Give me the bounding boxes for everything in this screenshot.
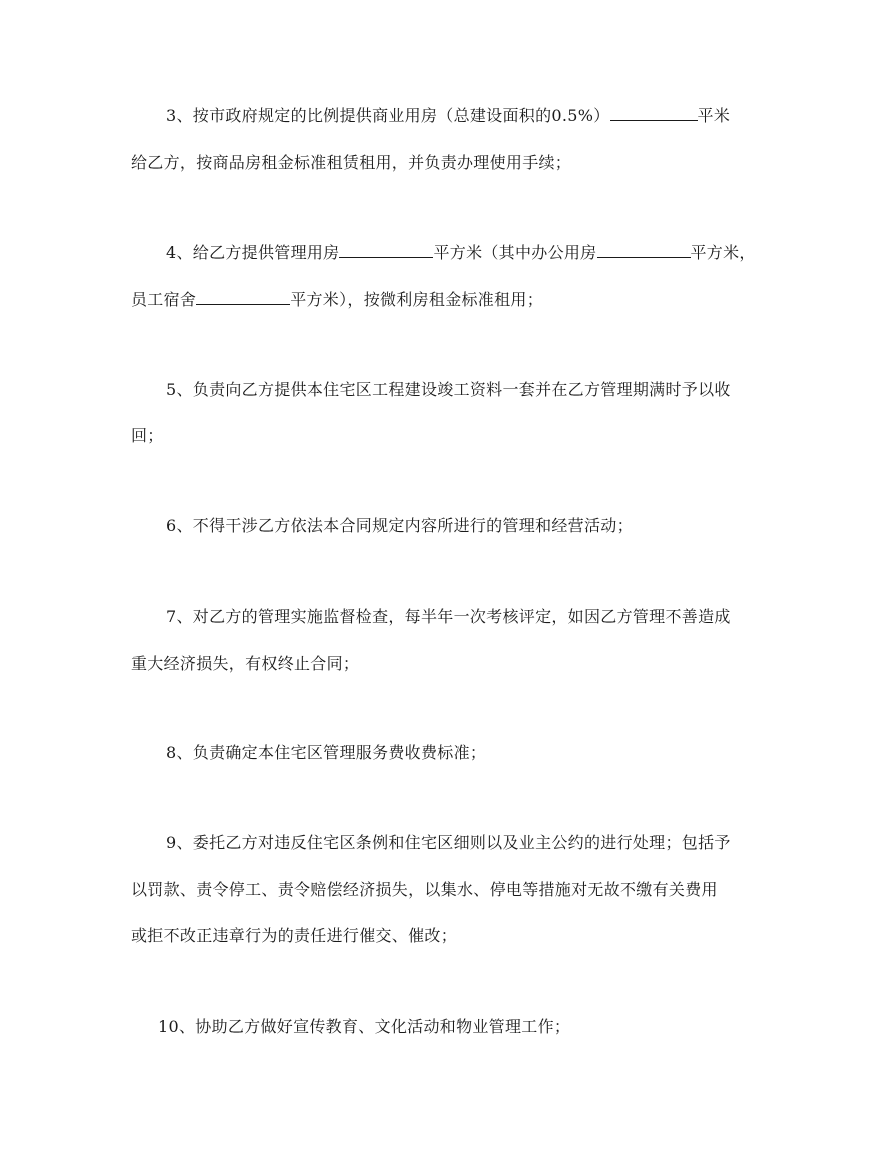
blank-line [610,106,698,121]
clause-6-text: 不得干涉乙方依法本合同规定内容所进行的管理和经营活动； [192,516,633,535]
clause-10-line-1 [158,1017,570,1037]
clause-4-text-line2-start: 员工宿舍 [131,290,197,309]
clause-4-line-1 [166,243,756,263]
clause-5-number: 5、 [166,380,193,399]
clause-3-line-2 [131,153,571,173]
clause-10-text: 协助乙方做好宣传教育、文化活动和物业管理工作； [195,1017,571,1036]
clause-4-text: 给乙方提供管理用房 [192,243,340,262]
clause-3-unit: 平米 [697,106,731,125]
clause-7-number: 7、 [166,607,193,626]
clause-7-line-2 [131,654,359,674]
clause-7-line-1 [166,607,731,627]
clause-4-line-2 [131,290,543,310]
clause-4-number: 4、 [166,243,193,262]
clause-3-number: 3、 [166,106,193,125]
blank-line [196,290,290,305]
clause-4-text-line2-end: 平方米），按微利房租金标准租用； [290,290,544,309]
clause-8-number: 8、 [166,743,193,762]
clause-5-text-continued: 回； [131,426,164,445]
clause-9-line-2 [131,880,718,900]
clause-3-text-continued: 给乙方，按商品房租金标准租赁租用，并负责办理使用手续； [131,153,572,172]
clause-4-text-mid: 平方米（其中办公用房 [433,243,597,262]
clause-3-text: 按市政府规定的比例提供商业用房（总建设面积的0.5%） [192,106,610,125]
clause-6-line-1 [166,516,633,536]
blank-line [339,243,433,258]
clause-10-number: 10、 [158,1017,196,1036]
clause-5-line-1 [166,380,731,400]
clause-6-number: 6、 [166,516,193,535]
clause-9-text-continued-2: 或拒不改正违章行为的责任进行催交、催改； [131,926,458,945]
clause-5-text: 负责向乙方提供本住宅区工程建设竣工资料一套并在乙方管理期满时予以收 [192,380,731,399]
clause-5-line-2 [131,426,164,446]
clause-7-text: 对乙方的管理实施监督检查，每半年一次考核评定，如因乙方管理不善造成 [192,607,731,626]
clause-9-text-continued: 以罚款、责令停工、责令赔偿经济损失，以集水、停电等措施对无故不缴有关费用 [131,880,718,899]
clause-9-line-1 [166,833,731,853]
clause-8-line-1 [166,743,486,763]
clause-9-text: 委托乙方对违反住宅区条例和住宅区细则以及业主公约的进行处理；包括予 [192,833,731,852]
clause-9-line-3 [131,926,457,946]
clause-3-line-1 [166,106,730,126]
clause-4-text-end: 平方米， [690,243,756,262]
clause-9-number: 9、 [166,833,193,852]
blank-line [597,243,691,258]
clause-7-text-continued: 重大经济损失，有权终止合同； [131,654,360,673]
clause-8-text: 负责确定本住宅区管理服务费收费标准； [192,743,487,762]
